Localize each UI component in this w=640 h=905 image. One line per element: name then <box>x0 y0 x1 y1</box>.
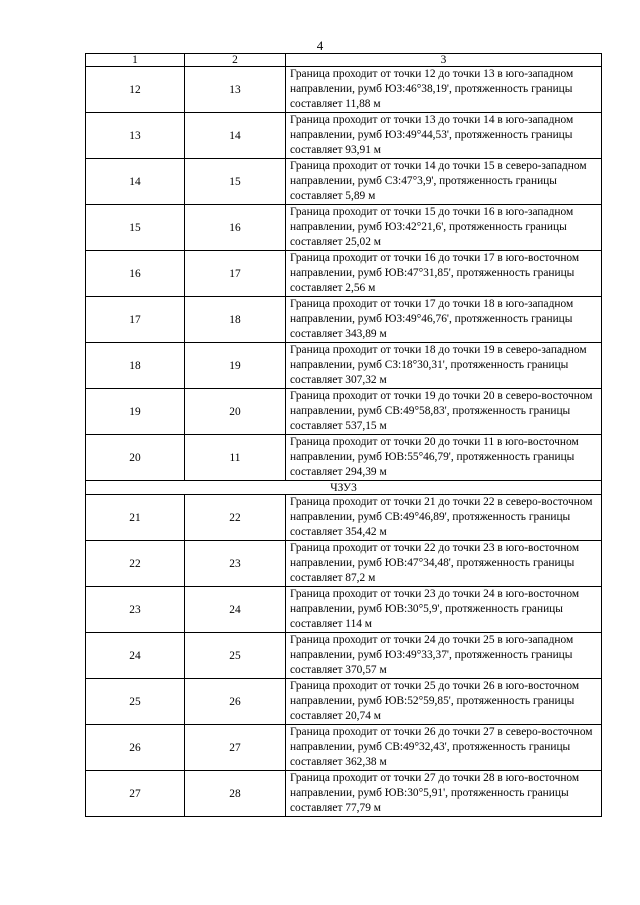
to-point-cell: 27 <box>185 725 286 771</box>
boundary-description-cell: Граница проходит от точки 22 до точки 23 в юго-восточном направлении, румб ЮВ:47°34,48', протяженность границы составляет 87,2 м <box>286 541 602 587</box>
table-row <box>86 389 602 435</box>
to-point-cell: 18 <box>185 297 286 343</box>
boundary-description-cell: Граница проходит от точки 17 до точки 18 в юго-западном направлении, румб ЮЗ:49°46,76', протяженность границы составляет 343,89 м <box>286 297 602 343</box>
from-point-cell: 15 <box>86 205 185 251</box>
to-point-cell: 19 <box>185 343 286 389</box>
to-point-cell: 28 <box>185 771 286 817</box>
table-row <box>86 205 602 251</box>
boundary-table <box>85 53 602 817</box>
section-row <box>86 481 602 495</box>
table-row <box>86 495 602 541</box>
table-row <box>86 113 602 159</box>
boundary-description-cell: Граница проходит от точки 12 до точки 13 в юго-западном направлении, румб ЮЗ:46°38,19', протяженность границы составляет 11,88 м <box>286 67 602 113</box>
to-point-cell: 24 <box>185 587 286 633</box>
header-cell-2: 2 <box>185 54 286 67</box>
table-row <box>86 725 602 771</box>
to-point-cell: 15 <box>185 159 286 205</box>
boundary-description-cell: Граница проходит от точки 26 до точки 27 в северо-восточном направлении, румб СВ:49°32,43', протяженность границы составляет 362,38 м <box>286 725 602 771</box>
boundary-description-cell: Граница проходит от точки 20 до точки 11 в юго-восточном направлении, румб ЮВ:55°46,79', протяженность границы составляет 294,39 м <box>286 435 602 481</box>
boundary-description-cell: Граница проходит от точки 25 до точки 26 в юго-восточном направлении, румб ЮВ:52°59,85', протяженность границы составляет 20,74 м <box>286 679 602 725</box>
table-row <box>86 541 602 587</box>
from-point-cell: 25 <box>86 679 185 725</box>
to-point-cell: 11 <box>185 435 286 481</box>
from-point-cell: 18 <box>86 343 185 389</box>
to-point-cell: 16 <box>185 205 286 251</box>
to-point-cell: 14 <box>185 113 286 159</box>
from-point-cell: 19 <box>86 389 185 435</box>
header-row <box>86 54 602 67</box>
table-row <box>86 67 602 113</box>
from-point-cell: 12 <box>86 67 185 113</box>
table-row <box>86 297 602 343</box>
table-row <box>86 633 602 679</box>
from-point-cell: 21 <box>86 495 185 541</box>
boundary-description-cell: Граница проходит от точки 15 до точки 16 в юго-западном направлении, румб ЮЗ:42°21,6', протяженность границы составляет 25,02 м <box>286 205 602 251</box>
table-row <box>86 435 602 481</box>
from-point-cell: 14 <box>86 159 185 205</box>
boundary-description-cell: Граница проходит от точки 19 до точки 20 в северо-восточном направлении, румб СВ:49°58,83', протяженность границы составляет 537,15 м <box>286 389 602 435</box>
from-point-cell: 23 <box>86 587 185 633</box>
table-row <box>86 771 602 817</box>
boundary-description-cell: Граница проходит от точки 14 до точки 15 в северо-западном направлении, румб СЗ:47°3,9', протяженность границы составляет 5,89 м <box>286 159 602 205</box>
header-cell-1: 1 <box>86 54 185 67</box>
from-point-cell: 22 <box>86 541 185 587</box>
table-row <box>86 587 602 633</box>
to-point-cell: 17 <box>185 251 286 297</box>
boundary-description-cell: Граница проходит от точки 23 до точки 24 в юго-восточном направлении, румб ЮВ:30°5,9', протяженность границы составляет 114 м <box>286 587 602 633</box>
from-point-cell: 27 <box>86 771 185 817</box>
table-row <box>86 251 602 297</box>
from-point-cell: 24 <box>86 633 185 679</box>
table-row <box>86 159 602 205</box>
boundary-description-cell: Граница проходит от точки 27 до точки 28 в юго-восточном направлении, румб ЮВ:30°5,91', протяженность границы составляет 77,79 м <box>286 771 602 817</box>
from-point-cell: 20 <box>86 435 185 481</box>
header-cell-3: 3 <box>286 54 602 67</box>
boundary-description-cell: Граница проходит от точки 21 до точки 22 в северо-восточном направлении, румб СВ:49°46,89', протяженность границы составляет 354,42 м <box>286 495 602 541</box>
table-row <box>86 679 602 725</box>
boundary-description-cell: Граница проходит от точки 16 до точки 17 в юго-восточном направлении, румб ЮВ:47°31,85', протяженность границы составляет 2,56 м <box>286 251 602 297</box>
section-label: ЧЗУ3 <box>86 481 602 495</box>
boundary-description-cell: Граница проходит от точки 24 до точки 25 в юго-западном направлении, румб ЮЗ:49°33,37', протяженность границы составляет 370,57 м <box>286 633 602 679</box>
from-point-cell: 16 <box>86 251 185 297</box>
table-row <box>86 343 602 389</box>
boundary-description-cell: Граница проходит от точки 18 до точки 19 в северо-западном направлении, румб СЗ:18°30,31', протяженность границы составляет 307,32 м <box>286 343 602 389</box>
to-point-cell: 13 <box>185 67 286 113</box>
to-point-cell: 20 <box>185 389 286 435</box>
page-number: 4 <box>316 38 324 53</box>
to-point-cell: 25 <box>185 633 286 679</box>
boundary-description-cell: Граница проходит от точки 13 до точки 14 в юго-западном направлении, румб ЮЗ:49°44,53', протяженность границы составляет 93,91 м <box>286 113 602 159</box>
from-point-cell: 13 <box>86 113 185 159</box>
to-point-cell: 22 <box>185 495 286 541</box>
from-point-cell: 26 <box>86 725 185 771</box>
to-point-cell: 26 <box>185 679 286 725</box>
to-point-cell: 23 <box>185 541 286 587</box>
from-point-cell: 17 <box>86 297 185 343</box>
